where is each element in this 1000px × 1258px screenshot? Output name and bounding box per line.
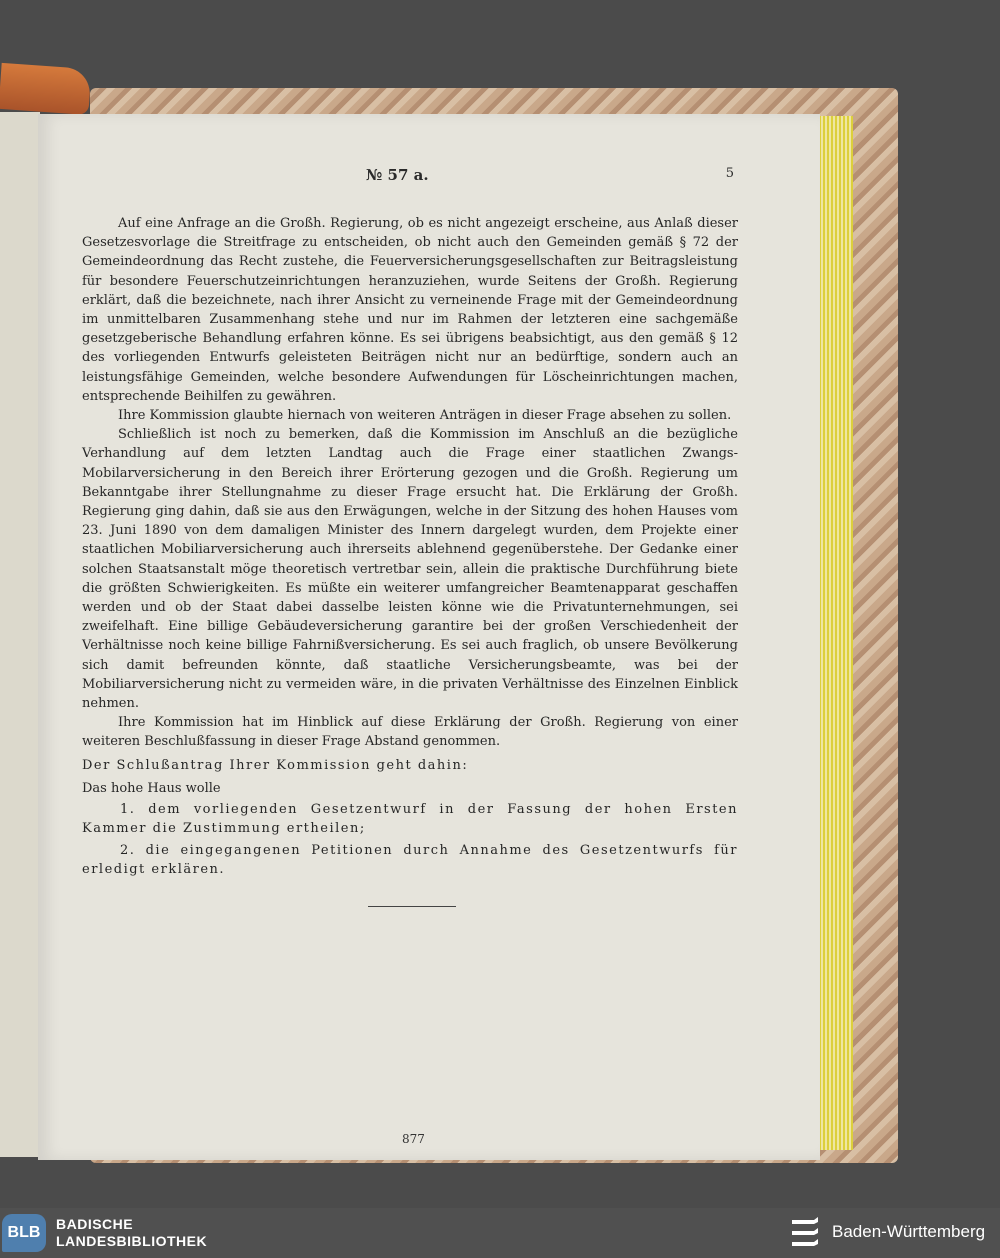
page-edges	[818, 116, 853, 1150]
paragraph: Ihre Kommission glaubte hiernach von weiteren Anträgen in dieser Frage absehen zu sollen.	[118, 408, 732, 424]
paragraph: Auf eine Anfrage an die Großh. Regierung, ob es nicht angezeigt erscheine, aus Anlaß dieser Gesetzesvorlage die Streitfrage zu entscheiden, ob nicht auch den Gemeinden gemäß § 72 der Gemeindeordnung das Recht zustehe, die Feuerversicherungsgesellschaften zur Beitragsleistung für besondere Feuerschutzeinrichtungen heranzuziehen, wurde Seitens der Großh. Regierung erklärt, daß die bezeichnete, nach ihrer Ansicht zu verneinende Frage mit der Gemeindeordnung im unmittelbaren Zusammenhang stehe und nur im Rahmen der letzteren eine sachgemäße gesetzgeberische Behandlung erfahren könne. Es sei übrigens beabsichtigt, aus den gemäß § 12 des vorliegenden Entwurfs geleisteten Beiträgen nicht nur an bedürftige, sondern auch an leistungsfähige Gemeinden, welche besondere Aufwendungen für Löscheinrichtungen machen, entsprechende Beihilfen zu gewähren.	[82, 216, 738, 404]
page-header	[38, 166, 820, 186]
bookmark-ribbon	[0, 63, 91, 115]
library-name-line1: BADISCHE	[56, 1216, 134, 1232]
motion-item-1-text: 1. dem vorliegenden Gesetzentwurf in der Fassung der hohen Ersten Kammer die Zustimmung ertheilen;	[82, 802, 738, 837]
paragraph: Ihre Kommission hat im Hinblick auf diese Erklärung der Großh. Regierung von einer weiteren Beschlußfassung in dieser Frage Abstand genommen.	[82, 715, 738, 750]
header-page-number: 5	[725, 166, 734, 181]
state-name[interactable]: Baden-Württemberg	[832, 1222, 986, 1241]
library-name-line2: LANDESBIBLIOTHEK	[56, 1233, 208, 1249]
motion-item-2	[82, 841, 738, 879]
motion-item-2-text: 2. die eingegangenen Petitionen durch Annahme des Gesetzentwurfs für erledigt erklären.	[82, 842, 738, 877]
closing-rule	[368, 906, 456, 907]
document-page	[38, 114, 820, 1160]
paragraph: Schließlich ist noch zu bemerken, daß die Kommission im Anschluß an die bezügliche Verhandlung auf dem letzten Landtag auch die Frage einer staatlichen Zwangs-Mobilarversicherung in den Bereich ihrer Erörterung gezogen und die Großh. Regierung um Bekanntgabe ihrer Stellungnahme zu dieser Frage ersucht hat. Die Erklärung der Großh. Regierung ging dahin, daß sie aus den Erwägungen, welche in der Sitzung des hohen Hauses vom 23. Juni 1890 von dem damaligen Minister des Innern dargelegt wurden, dem Projekte einer staatlichen Mobiliarversicherung auch ihrerseits ablehnend gegenüberstehe. Der Gedanke einer solchen Staatsanstalt möge theoretisch vertretbar sein, allein die praktische Durchführung biete die größten Schwierigkeiten. Es müßte ein weiterer umfangreicher Beamtenapparat geschaffen werden und ob der Staat dabei dasselbe leisten könne wie die Privatunternehmungen, sei zweifelhaft. Eine billige Gebäudeversicherung garantire bei der großen Verschiedenheit der Verhältnisse noch keine billige Fahrnißversicherung. Es sei auch fraglich, ob unsere Bevölkerung sich damit befreunden könnte, daß staatliche Versicherungsbeamte, was bei der Mobiliarversicherung nicht zu vermeiden wäre, in die privaten Verhältnisse des Einzelnen Einblick nehmen.	[82, 427, 738, 712]
footer-page-number: 877	[402, 1132, 425, 1146]
left-page-edge	[0, 112, 40, 1157]
motion-intro: Das hohe Haus wolle	[82, 780, 221, 796]
closing-motion-heading: Der Schlußantrag Ihrer Kommission geht dahin:	[82, 757, 469, 773]
blb-logo[interactable]: BLB	[2, 1214, 46, 1252]
document-number: № 57 a.	[366, 166, 429, 184]
motion-item-1	[82, 800, 738, 838]
library-name[interactable]	[56, 1216, 207, 1250]
lions-crest-icon	[788, 1214, 824, 1252]
library-footer	[0, 1208, 1000, 1258]
page-body	[82, 214, 738, 879]
